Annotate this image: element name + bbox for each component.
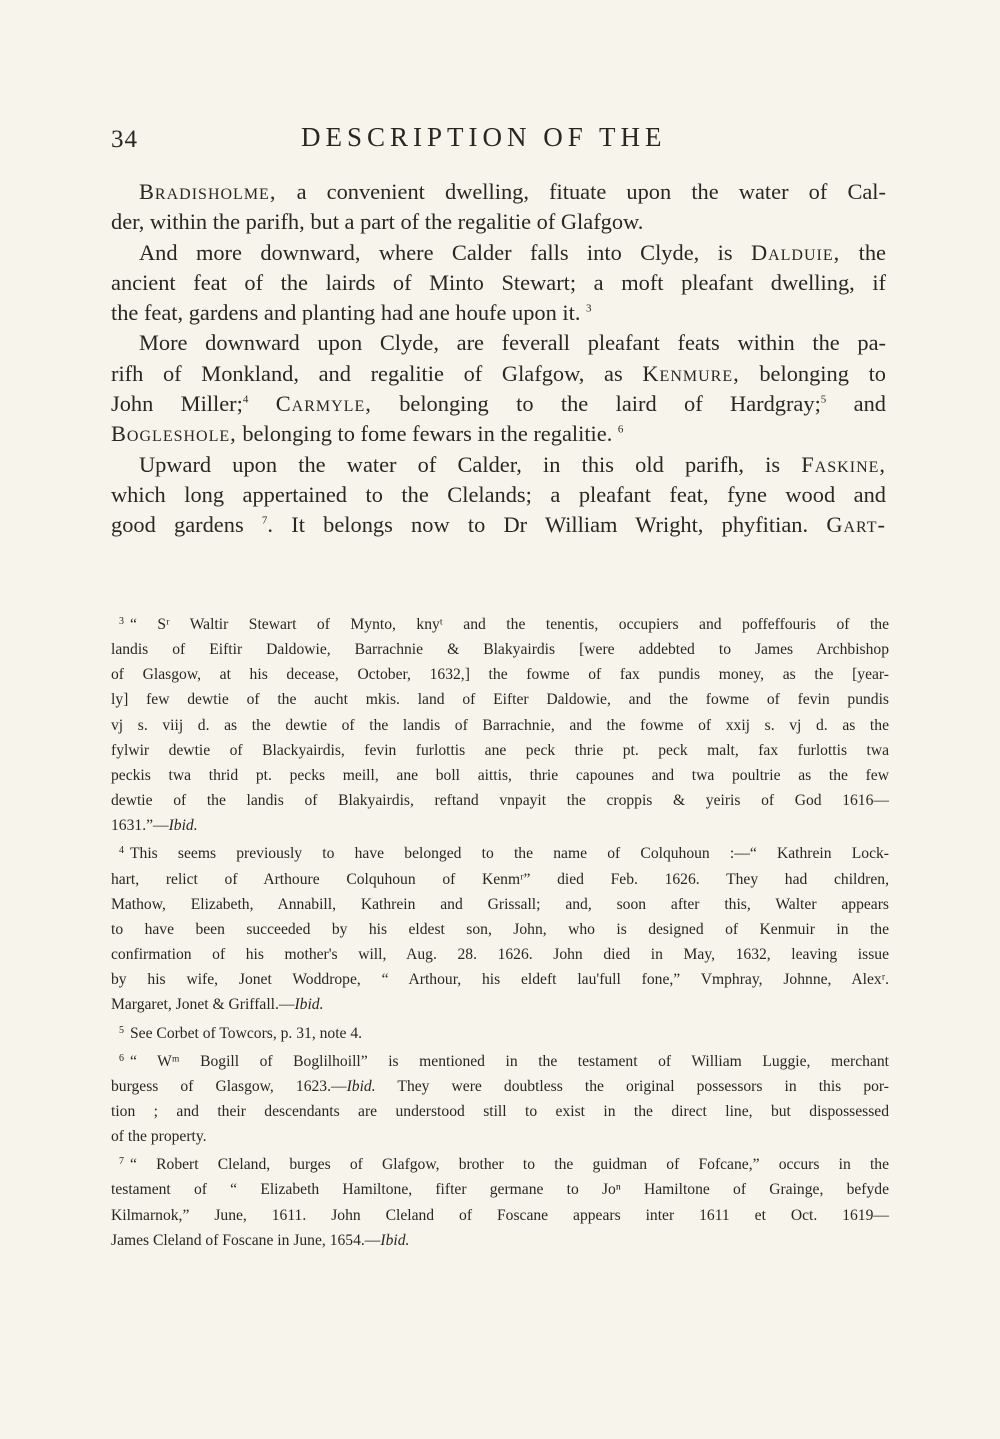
footnote-7 bbox=[111, 1149, 889, 1253]
footnote-line: hart, relict of Arthoure Colquhoun of Kenmʳ” died Feb. 1626. They had children, bbox=[111, 870, 889, 888]
text-line: John Miller;$^4$ Carmyle, belonging to the laird of Hardgray;$^5$ and bbox=[111, 391, 886, 417]
footnote-mark: 3 bbox=[119, 616, 124, 627]
main-text bbox=[111, 177, 886, 541]
paragraph-dalduie bbox=[111, 238, 886, 329]
footnote-line: to have been succeeded by his eldest son, John, who is designed of Kenmuir in the bbox=[111, 920, 889, 938]
place-name: Dalduie, bbox=[750, 239, 841, 265]
footnote-line: 1631.”—Ibid. bbox=[111, 817, 198, 835]
footnote-5 bbox=[111, 1018, 889, 1046]
footnote-line: James Cleland of Foscane in June, 1654.—Ibid. bbox=[111, 1231, 410, 1249]
text-line: More downward upon Clyde, are feverall pleafant feats within the pa- bbox=[139, 330, 886, 356]
footnote-4 bbox=[111, 838, 889, 1017]
place-name: Bradisholme, bbox=[139, 179, 277, 204]
paragraph-kenmure bbox=[111, 328, 886, 449]
footnote-ref: 7 bbox=[261, 514, 268, 527]
place-name: Carmyle, bbox=[275, 391, 372, 417]
text-line: And more downward, where Calder falls into Clyde, is Dalduie, the bbox=[139, 239, 886, 265]
text-line: the feat, gardens and planting had ane houfe upon it. $^3$ bbox=[111, 300, 592, 326]
footnote-line: burgess of Glasgow, 1623.—Ibid. They were doubtless the original possessors in this por- bbox=[111, 1077, 889, 1095]
text-line: rifh of Monkland, and regalitie of Glafgow, as Kenmure, belonging to bbox=[111, 360, 886, 386]
footnote-ref: 4 bbox=[242, 393, 249, 406]
page-header bbox=[111, 122, 891, 162]
place-name: Faskine, bbox=[801, 451, 886, 477]
footnote-line: tion ; and their descendants are understood still to exist in the direct line, but dispossessed bbox=[111, 1102, 889, 1120]
footnote-line: $^3$ “ Sʳ Waltir Stewart of Mynto, knyᵗ and the tenentis, occupiers and poffeffouris of the bbox=[119, 616, 889, 633]
place-name: Gart- bbox=[826, 512, 886, 538]
footnote-line: Kilmarnok,” June, 1611. John Cleland of Foscane appears inter 1611 et Oct. 1619— bbox=[111, 1206, 889, 1224]
text-line: Bogleshole, belonging to fome fewars in the regalitie. $^6$ bbox=[111, 421, 624, 447]
footnote-line: peckis twa thrid pt. pecks meill, ane boll aittis, thrie capounes and twa poultrie as the few bbox=[111, 766, 889, 784]
footnote-line: $^7$ “ Robert Cleland, burges of Glafgow, brother to the guidman of Fofcane,” occurs in the bbox=[119, 1156, 889, 1174]
footnote-line: ly] few dewtie of the aucht mkis. land of Eifter Daldowie, and the fowme of fevin pundis bbox=[111, 691, 889, 709]
footnote-mark: 5 bbox=[119, 1024, 124, 1036]
footnote-line: landis of Eiftir Daldowie, Barrachnie & Blakyairdis [were addebted to James Archbishop bbox=[111, 641, 889, 659]
footnote-mark: 6 bbox=[119, 1052, 124, 1064]
footnote-line: by his wife, Jonet Woddrope, “ Arthour, his eldeft lau'full fone,” Vmphray, Johnne, Alexʳ. bbox=[111, 971, 889, 989]
footnote-ref: 5 bbox=[820, 393, 827, 406]
footnote-line: Margaret, Jonet & Griffall.—Ibid. bbox=[111, 996, 324, 1014]
text-line: Upward upon the water of Calder, in this old parifh, is Faskine, bbox=[139, 451, 886, 477]
footnote-ref: 3 bbox=[586, 302, 592, 315]
paragraph-faskine bbox=[111, 450, 886, 541]
footnote-line: $^4$ This seems previously to have belonged to the name of Colquhoun :—“ Kathrein Lock- bbox=[119, 845, 889, 863]
text-line: der, within the parifh, but a part of the regalitie of Glafgow. bbox=[111, 209, 644, 235]
footnote-line: of the property. bbox=[111, 1128, 207, 1146]
footnote-line: $^5$ See Corbet of Towcors, p. 31, note 4. bbox=[119, 1024, 363, 1042]
text-line: ancient feat of the lairds of Minto Stewart; a moft pleafant dwelling, if bbox=[111, 269, 886, 295]
footnote-line: of Glasgow, at his decease, October, 1632,] the fowme of fax pundis money, as the [year- bbox=[111, 666, 889, 684]
footnote-line: vj s. viij d. as the dewtie of the landis of Barrachnie, and the fowme of xxij s. vj d. as the bbox=[111, 716, 889, 734]
footnote-line: $^6$ “ Wᵐ Bogill of Boglilhoill” is mentioned in the testament of William Luggie, merchant bbox=[119, 1052, 889, 1070]
running-head: DESCRIPTION OF THE bbox=[301, 122, 667, 152]
footnote-6 bbox=[111, 1046, 889, 1150]
footnote-line: fylwir dewtie of Blackyairdis, fevin furlottis ane peck thrie pt. peck malt, fax furlottis twa bbox=[111, 741, 889, 759]
place-name: Kenmure, bbox=[642, 360, 740, 386]
paragraph-bradisholme bbox=[111, 177, 886, 238]
footnote-line: testament of “ Elizabeth Hamiltone, fifter germane to Joⁿ Hamiltone of Grainge, befyde bbox=[111, 1181, 889, 1199]
footnote-mark: 7 bbox=[119, 1156, 124, 1168]
text-line: good gardens $^7$. It belongs now to Dr William Wright, phyfitian. Gart- bbox=[111, 512, 886, 538]
footnote-line: dewtie of the landis of Blakyairdis, reftand vnpayit the croppis & yeiris of God 1616— bbox=[111, 792, 889, 810]
place-name: Bogleshole, bbox=[111, 421, 237, 447]
footnote-ref: 6 bbox=[617, 423, 624, 436]
footnote-line: Mathow, Elizabeth, Annabill, Kathrein and Grissall; and, soon after this, Walter appears bbox=[111, 895, 889, 913]
footnote-3 bbox=[111, 609, 889, 838]
footnote-line: confirmation of his mother's will, Aug. 28. 1626. John died in May, 1632, leaving issue bbox=[111, 946, 889, 964]
text-line: which long appertained to the Clelands; a pleafant feat, fyne wood and bbox=[111, 481, 886, 507]
footnote-mark: 4 bbox=[119, 845, 124, 857]
footnotes bbox=[111, 609, 889, 1253]
text-line: Bradisholme, a convenient dwelling, fituate upon the water of Cal- bbox=[139, 179, 886, 204]
page-number: 34 bbox=[111, 126, 138, 153]
